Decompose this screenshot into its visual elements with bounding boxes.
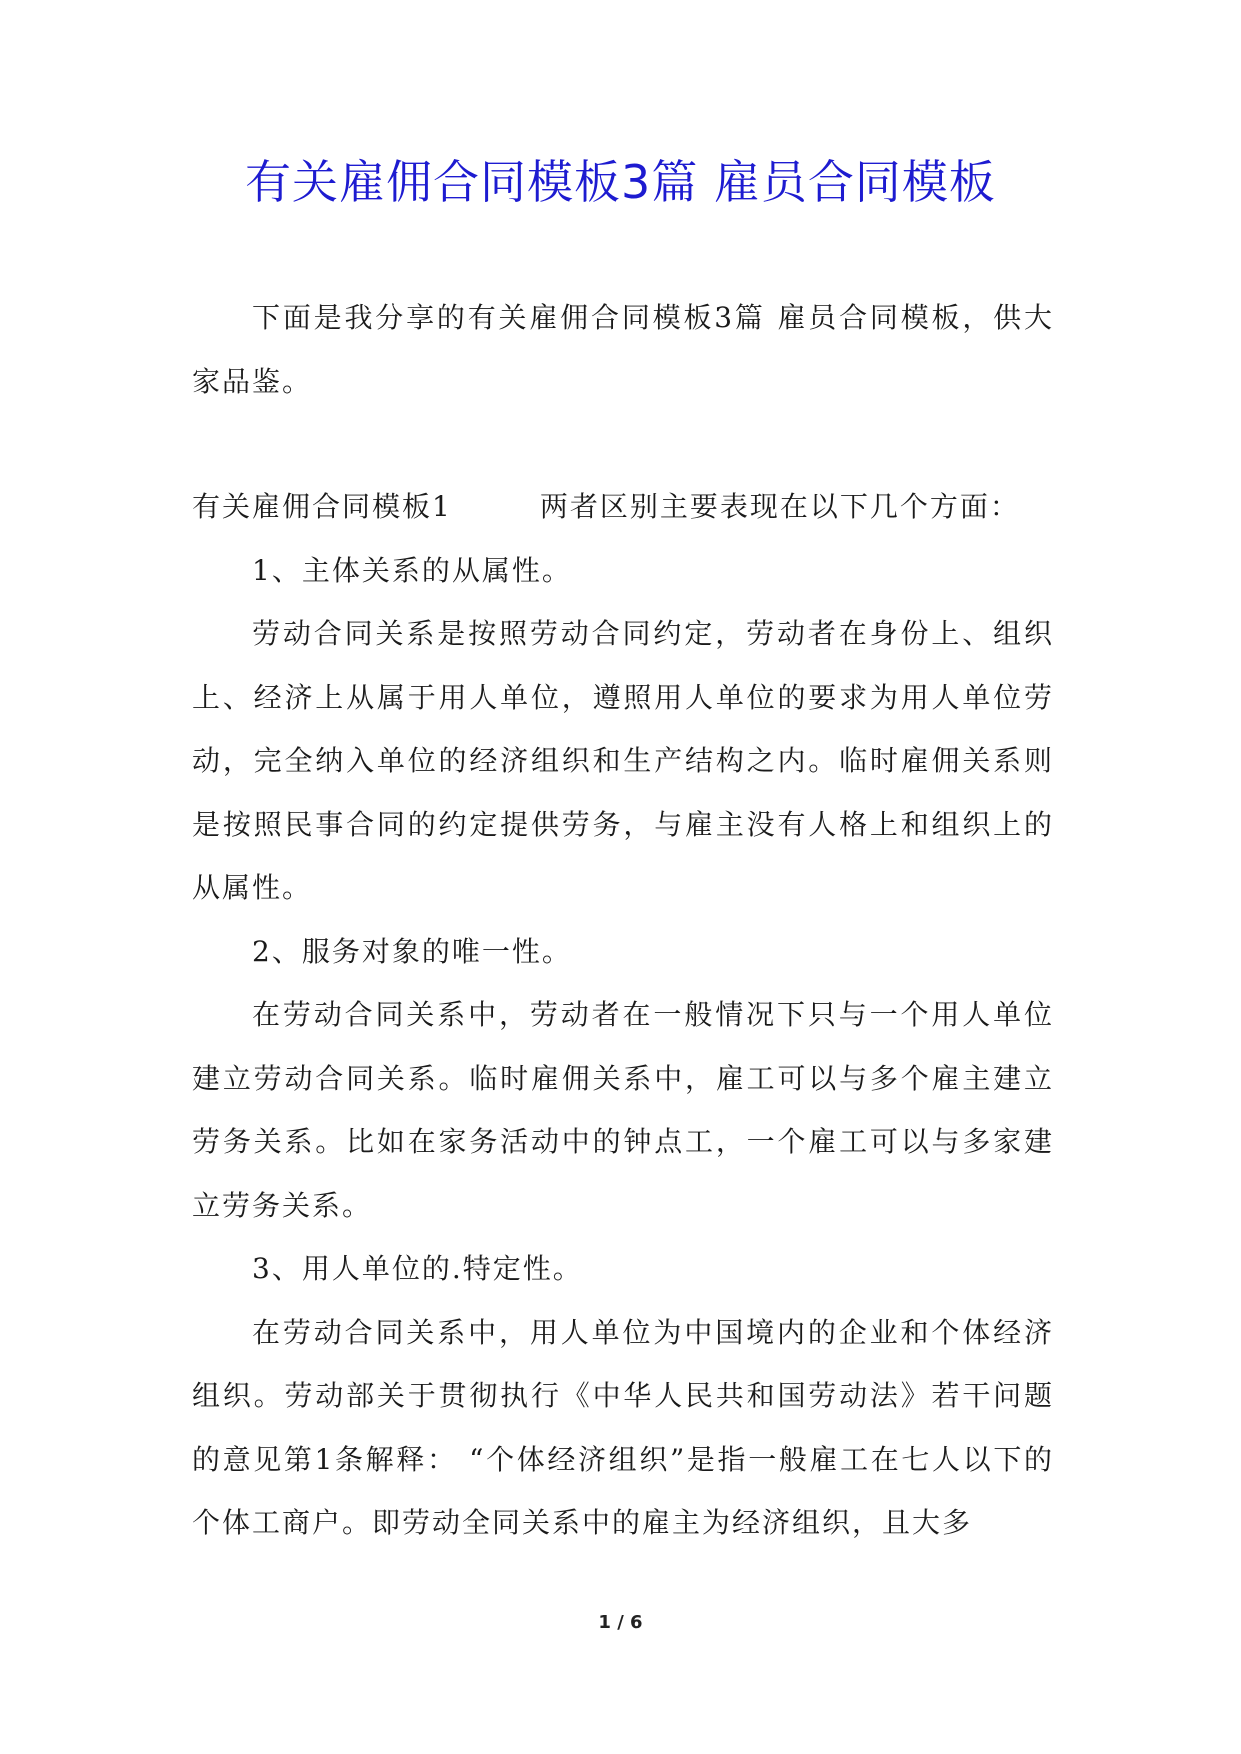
body-paragraph: 1、主体关系的从属性。 xyxy=(252,553,572,587)
body-paragraph: 在劳动合同关系中，用人单位为中国境内的企业和个体经济组织。劳动部关于贯彻执行《中华人民共和国劳动法》若干问题的意见第1条解释： “个体经济组织”是指一般雇工在七人以下的个体工商户。即劳动全同关系中的雇主为经济组织，且大多 xyxy=(192,1315,1054,1539)
intro-paragraph: 下面是我分享的有关雇佣合同模板3篇 雇员合同模板，供大家品鉴。 xyxy=(192,301,1054,398)
body-paragraph: 2、服务对象的唯一性。 xyxy=(252,934,572,968)
body-paragraph: 在劳动合同关系中，劳动者在一般情况下只与一个用人单位建立劳动合同关系。临时雇佣关系中，雇工可以与多个雇主建立劳务关系。比如在家务活动中的钟点工，一个雇工可以与多家建立劳务关系。 xyxy=(192,998,1054,1222)
document-title: 有关雇佣合同模板3篇 雇员合同模板 xyxy=(245,155,996,209)
page-number: 1 / 6 xyxy=(598,1612,643,1633)
body-paragraph: 3、用人单位的.特定性。 xyxy=(252,1252,583,1285)
section-heading-line xyxy=(192,475,1054,539)
section-heading-tail: 两者区别主要表现在以下几个方面： xyxy=(539,490,1020,523)
section-heading: 有关雇佣合同模板1 xyxy=(192,490,452,523)
paragraph-spacer xyxy=(192,413,1054,475)
document-body xyxy=(192,286,1054,1555)
body-paragraph: 劳动合同关系是按照劳动合同约定，劳动者在身份上、组织上、经济上从属于用人单位，遵照用人单位的要求为用人单位劳动，完全纳入单位的经济组织和生产结构之内。临时雇佣关系则是按照民事合同的约定提供劳务，与雇主没有人格上和组织上的从属性。 xyxy=(192,617,1054,904)
